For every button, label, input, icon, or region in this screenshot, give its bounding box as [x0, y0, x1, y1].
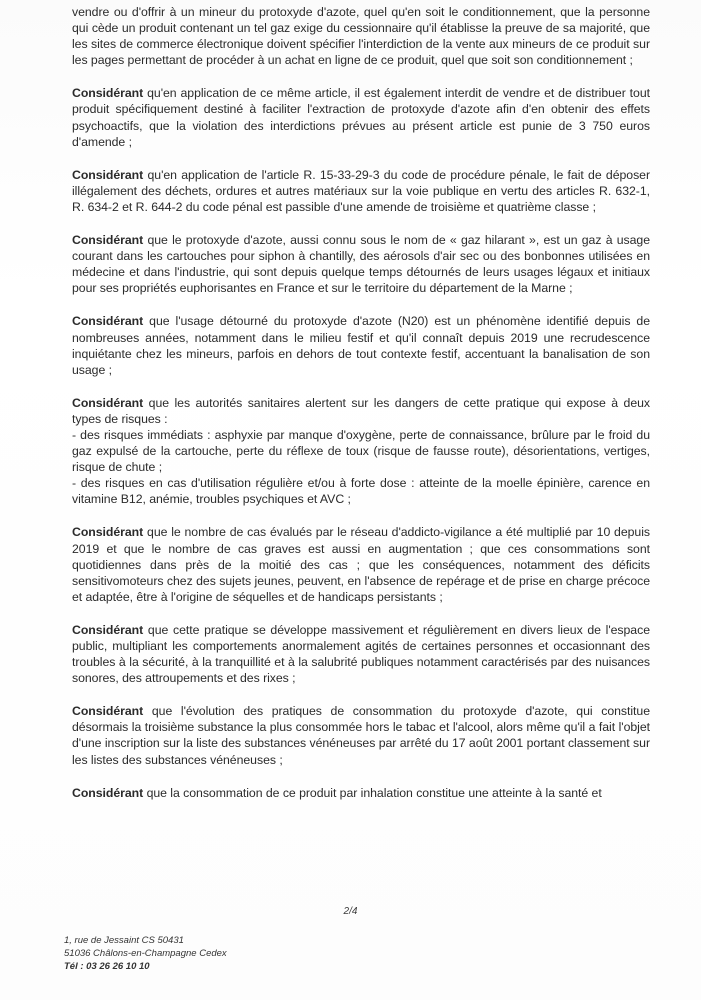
page-number: 2/4: [343, 906, 358, 917]
footer-address-line2: 51036 Châlons-en-Champagne Cedex: [64, 948, 227, 959]
paragraph-keyword: Considérant: [72, 622, 144, 637]
paragraph-considerant: [72, 785, 650, 801]
paragraph-text: que l'évolution des pratiques de consommation du protoxyde d'azote, qui constitue désormais la troisième substance la plus consommée hors le tabac et l'alcool, alors même qu'il a fait l'objet d'une inscription sur la liste des substances vénéneuses par arrêté du 17 août 2001 portant classement sur les listes des substances vénéneuses ;: [72, 704, 650, 767]
paragraph-text: que les autorités sanitaires alertent sur les dangers de cette pratique qui expose à deux types de risques :: [72, 395, 650, 426]
paragraph-text: que la consommation de ce produit par inhalation constitue une atteinte à la santé et: [143, 785, 602, 800]
footer-address: [64, 934, 227, 973]
paragraph-keyword: Considérant: [72, 233, 144, 248]
risk-list-item: - des risques en cas d'utilisation régulière et/ou à forte dose : atteinte de la moelle épinière, carence en vitamine B12, anémie, troubles psychiques et AVC ;: [72, 476, 650, 507]
footer-address-line1: 1, rue de Jessaint CS 50431: [64, 935, 184, 946]
paragraph-considerant: [72, 232, 650, 296]
paragraph-considerant: [72, 85, 650, 149]
paragraph-text: que le nombre de cas évalués par le réseau d'addicto-vigilance a été multiplié par 10 depuis 2019 et que le nombre de cas graves est aussi en augmentation ; que ces consommations sont quotidiennes dans près de la moitié des cas ; que les conséquences, notamment des déficits sensitivomoteurs chez des sujets jeunes, peuvent, en l'absence de repérage et de prise en charge précoce et adaptée, être à l'origine de séquelles et de handicaps persistants ;: [72, 525, 650, 604]
paragraph-considerant: [72, 703, 650, 767]
paragraph-considerant: [72, 167, 650, 215]
paragraph-considerant: [72, 313, 650, 377]
risk-list-item: - des risques immédiats : asphyxie par manque d'oxygène, perte de connaissance, brûlure par le froid du gaz expulsé de la cartouche, perte du réflexe de toux (risque de fausse route), désorientations, vertiges, risque de chute ;: [72, 427, 650, 475]
paragraph-text: que l'usage détourné du protoxyde d'azote (N20) est un phénomène identifié depuis de nombreuses années, notamment dans le milieu festif et qu'il connaît depuis 2019 une recrudescence inquiétante chez les mineurs, parfois en dehors de tout contexte festif, accentuant la banalisation de son usage ;: [72, 314, 650, 377]
paragraph-keyword: Considérant: [72, 167, 144, 182]
paragraph-text: que le protoxyde d'azote, aussi connu sous le nom de « gaz hilarant », est un gaz à usage courant dans les cartouches pour siphon à chantilly, des aérosols d'air sec ou des bonbonnes utilisées en médecine et dans l'industrie, qui sont depuis quelque temps détournés de leurs usages légaux et initiaux pour ses propriétés euphorisantes en France et sur le territoire du département de la Marne ;: [72, 233, 650, 296]
paragraph-text: vendre ou d'offrir à un mineur du protoxyde d'azote, quel qu'en soit le conditionnement, que la personne qui cède un produit contenant un tel gaz exige du cessionnaire qu'il établisse la preuve de sa majorité, que les sites de commerce électronique doivent spécifier l'interdiction de la vente aux mineurs de ce produit sur les pages permettant de procéder à un achat en ligne de ce produit, quel que soit son conditionnement ;: [72, 5, 650, 68]
paragraph-text: que cette pratique se développe massivement et régulièrement en divers lieux de l'espace public, multipliant les comportements anormalement agités de certaines personnes et occasionnant des troubles à la sécurité, à la tranquillité et à la salubrité publiques notamment caractérisés par des nuisances sonores, des attroupements et des rixes ;: [72, 622, 650, 686]
paragraph-keyword: Considérant: [72, 704, 144, 719]
document-body: [72, 4, 650, 818]
paragraph-considerant-risks: [72, 395, 650, 508]
footer-phone: Tél : 03 26 26 10 10: [64, 961, 150, 972]
paragraph-text: qu'en application de l'article R. 15-33-29-3 du code de procédure pénale, le fait de déposer illégalement des déchets, ordures et autres matériaux sur la voie publique en vertu des articles R. 632-1, R. 634-2 et R. 644-2 du code pénal est passible d'une amende de troisième et quatrième classe ;: [72, 167, 650, 214]
paragraph-continuation: [72, 4, 650, 68]
paragraph-keyword: Considérant: [72, 785, 144, 800]
paragraph-considerant: [72, 622, 650, 686]
paragraph-considerant: [72, 524, 650, 604]
paragraph-text: qu'en application de ce même article, il est également interdit de vendre et de distribuer tout produit spécifiquement destiné à faciliter l'extraction de protoxyde d'azote afin d'en obtenir des effets psychoactifs, que la violation des interdictions prévues au présent article est punie de 3 750 euros d'amende ;: [72, 86, 650, 149]
paragraph-keyword: Considérant: [72, 525, 144, 540]
paragraph-keyword: Considérant: [72, 395, 144, 410]
paragraph-keyword: Considérant: [72, 86, 144, 101]
paragraph-keyword: Considérant: [72, 314, 144, 329]
